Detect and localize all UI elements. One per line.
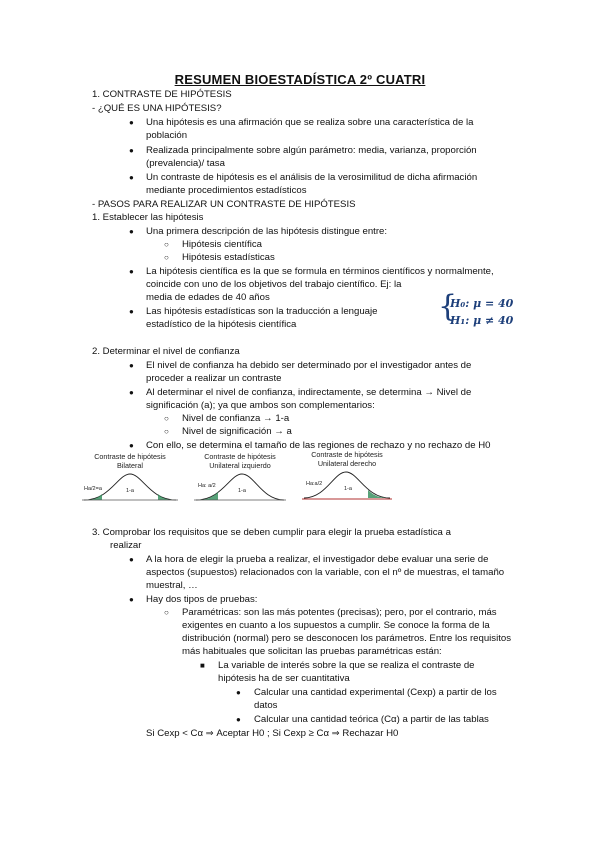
bullet-dot: ● xyxy=(236,715,241,724)
page-title: RESUMEN BIOESTADÍSTICA 2º CUATRI xyxy=(174,72,426,87)
step-heading: 2. Determinar el nivel de confianza xyxy=(92,346,240,357)
section-heading: 1. CONTRASTE DE HIPÓTESIS xyxy=(92,89,232,100)
bullet-dot: ● xyxy=(129,307,134,316)
bullet-circle: ○ xyxy=(164,608,169,617)
text-line: hipótesis ha de ser cuantitativa xyxy=(218,673,350,684)
text-line: Una primera descripción de las hipótesis distingue entre: xyxy=(146,226,388,237)
bullet-circle: ○ xyxy=(164,427,169,436)
bullet-dot: ● xyxy=(129,227,134,236)
text-line: estadístico de la hipótesis científica xyxy=(146,319,297,330)
text-line: distribución (normal) pero se desconocen los parámetros. Entre los requisitos xyxy=(182,633,512,644)
text-line: Hipótesis científica xyxy=(182,239,262,250)
text-line: Nivel de confianza → 1-a xyxy=(182,413,290,424)
text-line: muestral, … xyxy=(146,580,198,591)
bullet-dot: ● xyxy=(129,118,134,127)
text-line: Calcular una cantidad experimental (Cexp) a partir de los xyxy=(254,687,497,698)
bullet-dot: ● xyxy=(129,595,134,604)
bullet-dot: ● xyxy=(129,555,134,564)
step-heading: 3. Comprobar los requisitos que se deben cumplir para elegir la prueba estadística a xyxy=(92,527,451,538)
text-line: Hipótesis estadísticas xyxy=(182,252,275,263)
figure-caption: Contraste de hipótesis xyxy=(311,450,383,459)
confidence-label: 1-a xyxy=(344,486,352,492)
hypotheses-formula xyxy=(436,295,513,329)
bullet-dot: ● xyxy=(129,361,134,370)
text-line: Nivel de significación → a xyxy=(182,426,292,437)
text-line: Hay dos tipos de pruebas: xyxy=(146,594,258,605)
text-line: Paramétricas: son las más potentes (precisas); pero, por el contrario, más xyxy=(182,607,497,618)
figure-caption: Contraste de hipótesis xyxy=(94,452,166,461)
bullet-dot: ● xyxy=(129,146,134,155)
bullet-dot: ● xyxy=(236,688,241,697)
text-line: A la hora de elegir la prueba a realizar, el investigador debe evaluar una serie de xyxy=(146,554,489,565)
text-line: significación (a); ya que ambos son complementarios: xyxy=(146,400,375,411)
text-line: Con ello, se determina el tamaño de las regiones de rechazo y no rechazo de H0 xyxy=(146,440,491,451)
text-line: mediante procedimientos estadísticos xyxy=(146,185,307,196)
normal-curve-right xyxy=(300,468,394,506)
text-line: La variable de interés sobre la que se realiza el contraste de xyxy=(218,660,475,671)
bullet-circle: ○ xyxy=(164,240,169,249)
figure-caption: Unilateral izquierdo xyxy=(209,461,271,470)
text-line: Calcular una cantidad teórica (Cα) a partir de las tablas xyxy=(254,714,489,725)
figure-caption: Bilateral xyxy=(117,461,143,470)
text-line: media de edades de 40 años xyxy=(146,292,270,303)
step-heading-cont: realizar xyxy=(110,540,142,551)
text-line: La hipótesis científica es la que se formula en términos científicos y normalmente, xyxy=(146,266,494,277)
bullet-circle: ○ xyxy=(164,253,169,262)
confidence-label: 1-a xyxy=(126,488,134,494)
text-line: Las hipótesis estadísticas son la traducción a lenguaje xyxy=(146,306,378,317)
bullet-dot: ● xyxy=(129,441,134,450)
bullet-circle: ○ xyxy=(164,414,169,423)
decision-rule: Si Cexp < Cα ⇒ Aceptar H0 ; Si Cexp ≥ Cα ⇒ Rechazar H0 xyxy=(146,728,399,739)
step-heading: 1. Establecer las hipótesis xyxy=(92,212,204,223)
text-line: Un contraste de hipótesis es el análisis de la verosimilitud de dicha afirmación xyxy=(146,172,478,183)
bullet-dot: ● xyxy=(129,267,134,276)
text-line: proceder a realizar un contraste xyxy=(146,373,282,384)
figure-bilateral xyxy=(80,452,180,506)
confidence-label: 1-a xyxy=(238,488,246,494)
text-line: exigentes en cuanto a los supuestos a cumplir. Se conoce la forma de la xyxy=(182,620,490,631)
h1-formula: H₁: μ ≠ 40 xyxy=(450,314,514,327)
text-line: Al determinar el nivel de confianza, indirectamente, se determina → Nivel de xyxy=(146,387,472,398)
subsection-heading: - PASOS PARA REALIZAR UN CONTRASTE DE HIPÓTESIS xyxy=(92,199,356,210)
h0-formula: H₀: μ = 40 xyxy=(450,297,514,310)
bullet-dot: ● xyxy=(129,388,134,397)
normal-curve-left xyxy=(192,470,288,506)
text-line: Realizada principalmente sobre algún parámetro: media, varianza, proporción xyxy=(146,145,477,156)
text-line: aspectos (supuestos) relacionados con la variable, con el nº de muestras, el tamaño xyxy=(146,567,505,578)
subsection-heading: - ¿QUÉ ES UNA HIPÓTESIS? xyxy=(92,103,222,114)
bullet-dot: ● xyxy=(129,173,134,182)
alpha-label: Ha:a/2 xyxy=(306,481,323,487)
alpha-label: Ha/2=a xyxy=(84,486,102,492)
figure-right-tailed xyxy=(300,450,394,506)
figure-caption: Unilateral derecho xyxy=(317,459,377,468)
text-line: más habituales que solicitan las pruebas paramétricas están: xyxy=(182,646,442,657)
figure-left-tailed xyxy=(192,452,288,506)
text-line: población xyxy=(146,130,188,141)
text-line: El nivel de confianza ha debido ser determinado por el investigador antes de xyxy=(146,360,472,371)
figure-caption: Contraste de hipótesis xyxy=(204,452,276,461)
text-line: datos xyxy=(254,700,278,711)
text-line: Una hipótesis es una afirmación que se realiza sobre una característica de la xyxy=(146,117,474,128)
normal-curve-bilateral xyxy=(80,470,180,506)
bullet-square: ■ xyxy=(200,661,205,670)
text-line: coincide con uno de los objetivos del trabajo científico. Ej: la xyxy=(146,279,402,290)
text-line: (prevalencia)/ tasa xyxy=(146,158,225,169)
brace-symbol: { xyxy=(438,289,458,324)
alpha-label: Ha: a/2 xyxy=(198,483,216,489)
